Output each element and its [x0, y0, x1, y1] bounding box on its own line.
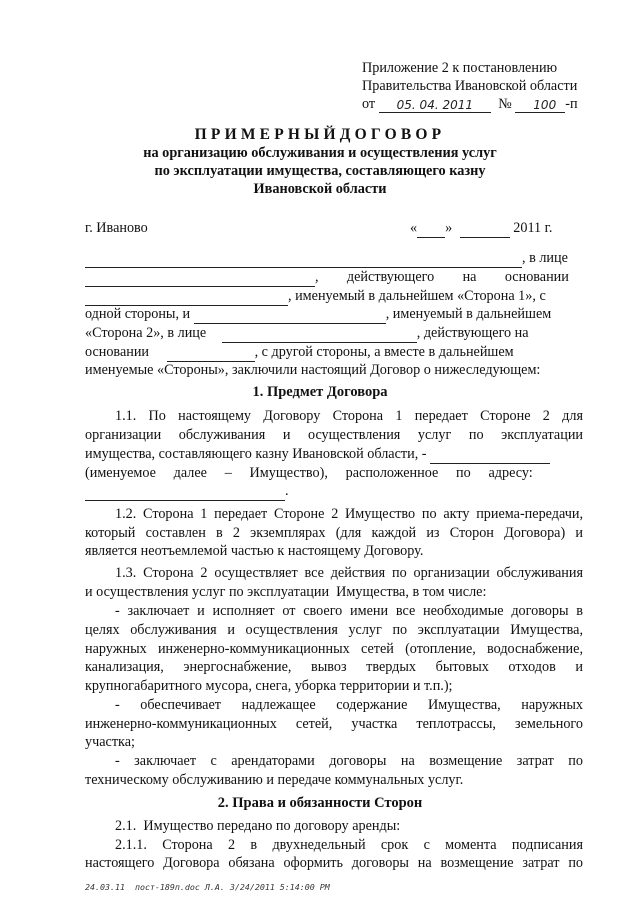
close-quote: »: [445, 220, 453, 236]
clause-text: .: [285, 483, 289, 499]
date-prefix: от: [362, 96, 376, 112]
clause-1-2-line-2: который составлен в 2 экземплярах (для каждой из Сторон Договора) и: [85, 525, 583, 541]
handwritten-date: 05. 04. 2011: [396, 98, 473, 112]
preamble-text: «Сторона 2», в лице: [85, 325, 207, 341]
preamble-line-4: [85, 306, 583, 324]
preamble-text: одной стороны, и: [85, 306, 191, 322]
preamble-line-2: [85, 269, 583, 287]
appendix-line-1: Приложение 2 к постановлению: [362, 60, 558, 76]
preamble-text: , с другой стороны, а вместе в дальнейшем: [254, 344, 514, 360]
clause-1-1-line-3: [85, 446, 583, 464]
contract-date: [410, 220, 552, 238]
appendix-line-2: Правительства Ивановской области: [362, 78, 578, 94]
clause-1-1-line-1: 1.1. По настоящему Договору Сторона 1 передает Стороне 2 для: [115, 408, 583, 424]
date-field: [379, 98, 491, 113]
appendix-date-line: [362, 96, 592, 113]
clause-1-1-line-4: (именуемое далее – Имущество), расположенное по адресу:: [85, 465, 533, 481]
preamble-text: , именуемый в дальнейшем «Сторона 1», с: [288, 288, 546, 304]
preamble-text: , действующего на: [416, 325, 529, 341]
subtitle-line-1: на организацию обслуживания и осуществления услуг: [143, 145, 497, 161]
file-footer: 24.03.11 пост-189п.doc Л.А. 3/24/2011 5:14:00 PM: [85, 882, 330, 892]
blank-field: [85, 288, 288, 306]
preamble-line-6: [85, 344, 583, 362]
section-2-heading: 2. Права и обязанности Сторон: [217, 795, 423, 811]
bullet-3-line-1: - заключает с арендаторами договоры на возмещение затрат по: [115, 753, 583, 769]
preamble-text: основании: [85, 344, 150, 360]
bullet-2-line-2: инженерно-коммуникационных сетей, участка теплотрассы, земельного: [85, 716, 583, 732]
preamble-line-7: именуемые «Стороны», заключили настоящий Договор о нижеследующем:: [85, 362, 541, 378]
bullet-3-line-2: техническому обслуживанию и передаче коммунальных услуг.: [85, 772, 464, 788]
preamble-text: , действующего на основании: [315, 269, 569, 285]
blank-field: [85, 269, 315, 287]
number-field: [515, 98, 565, 113]
clause-2-1-1-line-1: 2.1.1. Сторона 2 в двухнедельный срок с момента подписания: [115, 837, 583, 853]
blank-field: [222, 325, 417, 343]
clause-1-2-line-3: является неотъемлемой частью к настоящему Договору.: [85, 543, 424, 559]
bullet-1-line-5: крупногабаритного мусора, снега, уборка территории и т.п.);: [85, 678, 453, 694]
clause-2-1: 2.1. Имущество передано по договору аренды:: [115, 818, 401, 834]
bullet-1-line-3: наружных инженерно-коммуникационных сетей (отопление, водоснабжение,: [85, 641, 583, 657]
clause-2-1-1-line-2: настоящего Договора обязана оформить договоры на возмещение затрат по: [85, 855, 583, 871]
clause-1-2-line-1: 1.2. Сторона 1 передает Стороне 2 Имущество по акту приема-передачи,: [115, 506, 583, 522]
year: 2011 г.: [513, 220, 553, 236]
city: г. Иваново: [85, 220, 148, 236]
bullet-1-line-1: - заключает и исполняет от своего имени все необходимые договоры в: [115, 603, 583, 619]
bullet-2-line-1: - обеспечивает надлежащее содержание Имущества, наружных: [115, 697, 583, 713]
open-quote: «: [410, 220, 418, 236]
preamble-line-1: [85, 250, 583, 268]
subtitle-line-2: по эксплуатации имущества, составляющего казну: [154, 163, 486, 179]
number-suffix: -п: [565, 96, 578, 112]
subtitle-line-3: Ивановской области: [253, 181, 387, 197]
clause-1-3-line-2: и осуществления услуг по эксплуатации Имущества, в том числе:: [85, 584, 487, 600]
blank-field: [167, 344, 255, 362]
blank-field: [194, 306, 386, 324]
blank-field: [85, 250, 522, 268]
clause-1-3-line-1: 1.3. Сторона 2 осуществляет все действия по организации обслуживания: [115, 565, 583, 581]
preamble-line-5: [85, 325, 583, 343]
blank-field: [430, 446, 550, 464]
number-sign: №: [498, 96, 512, 112]
preamble-line-3: [85, 288, 583, 306]
clause-text: имущества, составляющего казну Ивановской области, -: [85, 446, 427, 462]
clause-1-1-line-2: организации обслуживания и осуществления услуг по эксплуатации: [85, 427, 583, 443]
preamble-text: , в лице: [522, 250, 568, 266]
month-blank: [460, 220, 510, 238]
handwritten-number: 100: [533, 98, 557, 112]
preamble-text: , именуемый в дальнейшем: [385, 306, 552, 322]
section-1-heading: 1. Предмет Договора: [252, 384, 388, 400]
blank-field: [85, 483, 285, 501]
day-blank: [417, 220, 445, 238]
bullet-1-line-4: канализация, энергоснабжение, вывоз твердых бытовых отходов и: [85, 659, 583, 675]
clause-1-1-line-5: [85, 483, 289, 501]
bullet-2-line-3: участка;: [85, 734, 135, 750]
document-title: ПРИМЕРНЫЙДОГОВОР: [194, 126, 446, 143]
bullet-1-line-2: целях обслуживания и осуществления услуг по эксплуатации Имущества,: [85, 622, 583, 638]
